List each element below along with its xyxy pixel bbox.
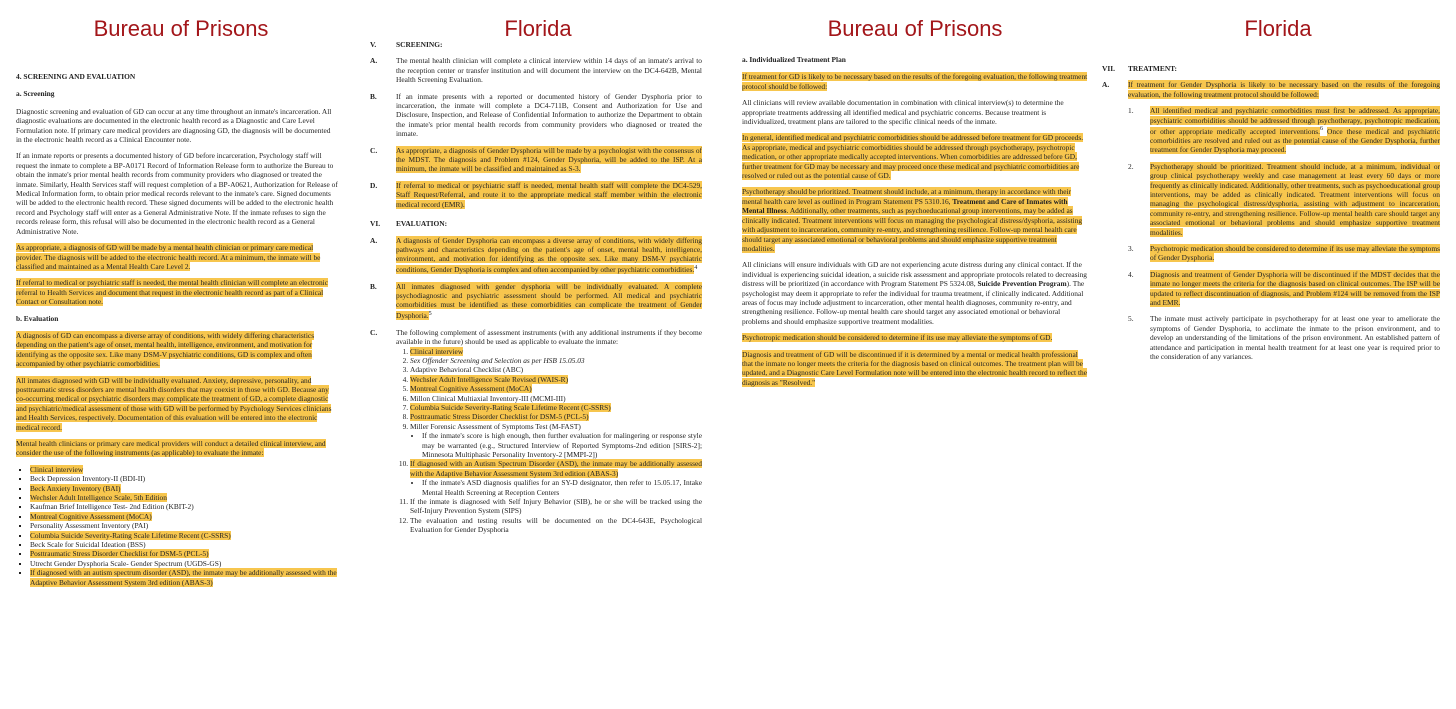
treatment-list	[1102, 106, 1440, 361]
subsection-heading: a. Screening	[16, 89, 55, 99]
clause-highlighted: B. All inmates diagnosed with gender dysphoria will be individually evaluated. A complete psychodiagnostic and psychiatric assessment should be performed. All medical and psychiatric comorbidities must be identified as these comorbidities can complicate the treatment of Gender Dysphoria.$^5$	[370, 281, 702, 321]
paragraph: Diagnostic screening and evaluation of GD can occur at any time throughout an inmate's incarceration. All diagnostic evaluations are documented in the electronic health record as a Diagnostic and Care Level Formulation note. If primary care medical providers are diagnosing GD, the diagnosis will be documented in the electronic health record as a Clinical Encounter note.	[16, 106, 332, 145]
bop-screening-panel	[0, 0, 362, 709]
column-title: Florida	[1244, 16, 1312, 41]
list-item: 12. The evaluation and testing results will be documented on the DC4-643E, Psychological Evaluation for Gender Dysphoria	[410, 516, 702, 535]
paragraph-highlighted: If referral to medical or psychiatric staff is needed, the mental health clinician will complete an electronic referral to Health Services and document that request in the electronic health record as part of a Clinical Contact or Consultation note.	[16, 278, 328, 307]
list-item: 1. Clinical interview	[410, 347, 702, 356]
list-item: ▪ Clinical interview	[30, 465, 338, 474]
clause-highlighted: C. As appropriate, a diagnosis of Gender Dysphoria will be made by a psychologist with the consensus of the MDST. The diagnosis and Problem #124, Gender Dysphoria, will be added to the ISP. At a minimum, the inmate will be classified and maintained as S-3.	[370, 145, 702, 174]
paragraph-highlighted: Mental health clinicians or primary care medical providers will conduct a detailed clinical interview, and consider the use of the following instruments (as applicable) to evaluate the inmate:	[16, 439, 326, 458]
section-heading: 4. SCREENING AND EVALUATION	[16, 72, 136, 81]
list-item: 8. Posttraumatic Stress Disorder Checklist for DSM-5 (PCL-5)	[410, 412, 702, 421]
subsection-heading: a. Individualized Treatment Plan	[742, 55, 846, 64]
instrument-list	[396, 347, 702, 535]
list-item: 9. Miller Forensic Assessment of Symptoms Test (M-FAST) • If the inmate's score is high enough, then further evaluation for malingering or response style may be warranted (e.g., Structured Interview of Reported Symptoms-2nd edition [SIRS-2]; Minnesota Multiphasic Personality Inventory-2 [MMPI-2])	[410, 422, 702, 460]
column-title: Florida	[504, 16, 572, 41]
list-item: ▪ Kaufman Brief Intelligence Test- 2nd Edition (KBIT-2)	[30, 502, 338, 511]
list-item: 2. Psychotherapy should be prioritized. Treatment should include, at a minimum, individual or group clinical psychotherapy weekly and case management at least every 60 days or more frequently as clinically indicated. Additionally, other treatments, such as psychoeducational group interventions, may be added as clinically indicated. Treatment interventions will focus on managing the psychological distress/dysphoria, assisting with adjustment to incarceration, community re-entry, and strengthening resilience. Follow-up mental health care should target any associated emotional or behavioral problems and should emphasize supportive treatment modalities.	[1128, 161, 1440, 237]
list-item: ▪ Beck Depression Inventory-II (BDI-II)	[30, 474, 338, 483]
section-heading: VI. EVALUATION:	[370, 219, 448, 229]
paragraph-highlighted: As appropriate, a diagnosis of GD will be made by a mental health clinician or primary care medical provider. The diagnosis will be added to the electronic health record. At a minimum, the inmate will be classified and maintained as a Mental Health Care Level 2.	[16, 243, 321, 271]
column-title: Bureau of Prisons	[93, 16, 269, 41]
clause-highlighted: A. If treatment for Gender Dysphoria is likely to be necessary based on the results of the foregoing evaluation, the following treatment protocol should be followed:	[1102, 80, 1440, 99]
list-item: 4. Wechsler Adult Intelligence Scale Revised (WAIS-R)	[410, 375, 702, 384]
list-item: 10. If diagnosed with an Autism Spectrum Disorder (ASD), the inmate may be additionally assessed with the Adaptive Behavior Assessment System 3rd edition (ABAS-3) • If the inmate's ASD diagnosis qualifies for an SY-D designator, then refer to 15.05.17, Intake Mental Health Screening at Reception Centers	[410, 459, 702, 497]
list-item: 3. Adaptive Behavioral Checklist (ABC)	[410, 365, 702, 374]
list-item: ▪ Wechsler Adult Intelligence Scale, 5th Edition	[30, 493, 338, 502]
paragraph: If an inmate reports or presents a documented history of GD before incarceration, Psychology staff will request the inmate to complete a BP-A0171 Record of Information Release form to authorize the Bureau to obtain the inmate's prior mental health records from community providers who diagnosed or treated the inmate. Similarly, Health Services staff will request completion of a BP-A0621, Authorization for Release of Medical Information form, to obtain prior medical records relevant to the inmate's care. Signed documents will be added to the electronic health record. These signed documents will be added to the electronic health record and Psychology staff will enter as a General Administrative Note. If the inmate refuses to sign the records release form, this refusal will also be documented in the electronic health record as a General Administrative Note.	[16, 151, 338, 236]
list-item: 1. All identified medical and psychiatric comorbidities must first be addressed. As appropriate, psychiatric comorbidities should be addressed through psychotherapy, psychotropic medication, or other appropriate medically accepted interventions.$^6$ Once these medical and psychiatric comorbidities are resolved and ruled out as the potential cause of the Gender Dysphoria, further treatment for Gender Dysphoria may proceed.	[1128, 106, 1441, 155]
list-item: ▪ Montreal Cognitive Assessment (MoCA)	[30, 512, 338, 521]
fl-screening-panel	[362, 0, 714, 709]
instrument-list	[16, 465, 338, 587]
clause: A. The mental health clinician will complete a clinical interview within 14 days of an inmate's arrival to the reception center or transfer institution and will document the interview on the DC4-642B, Mental Health Screening Evaluation.	[370, 56, 702, 85]
paragraph-highlighted: In general, identified medical and psychiatric comorbidities should be addressed before treatment for GD proceeds. As appropriate, medical and psychiatric comorbidities should be addressed through psychotherapy, psychotropic medication, or other appropriate medically accepted interventions. When comorbidities are addressed before GD, further treatment for GD may be necessary and may proceed once these medical and psychiatric comorbidities are resolved or ruled out as the potential cause of GD.	[742, 133, 1084, 181]
section-heading: VII. TREATMENT:	[1102, 64, 1177, 73]
list-item: 6. Millon Clinical Multiaxial Inventory-III (MCMI-III)	[410, 394, 702, 403]
sub-bullet: • If the inmate's ASD diagnosis qualifies for an SY-D designator, then refer to 15.05.17, Intake Mental Health Screening at Reception Centers	[422, 478, 702, 497]
clause-highlighted: A. A diagnosis of Gender Dysphoria can encompass a diverse array of conditions, with widely differing pathways and characteristics depending on the patient's age of onset, mental health, intelligence, environment, and motivation for identifying as the opposite sex. Like many DSM-V psychiatric conditions, Gender Dysphoria is complex and often accompanied by other psychiatric comorbidities.$^4$	[370, 235, 702, 275]
list-item: ▪ If diagnosed with an autism spectrum disorder (ASD), the inmate may be additionally assessed with the Adaptive Behavior Assessment System 3rd edition (ABAS-3)	[30, 568, 338, 587]
list-item: 11. If the inmate is diagnosed with Self Injury Behavior (SIB), he or she will be tracked using the Self-Injury Prevention System (SIPS)	[410, 497, 702, 516]
paragraph-highlighted: Diagnosis and treatment of GD will be discontinued if it is determined by a mental or medical health professional that the inmate no longer meets the criteria for the diagnosis based on clinical outcomes. The treatment plan will be updated, and a Diagnostic Care Level Formulation note will be entered into the electronic health record to reflect the diagnosis as "Resolved."	[742, 349, 1087, 387]
paragraph-highlighted: Psychotropic medication should be considered to determine if its use may alleviate the symptoms of GD.	[742, 333, 1053, 343]
paragraph-highlighted: Psychotherapy should be prioritized. Treatment should include, at a minimum, therapy in accordance with their mental health care level as outlined in Program Statement PS 5310.16, Treatment and Care of Inmates with Mental Illness. Additionally, other treatments, such as psychoeducational group interventions, may be added as clinically indicated. Treatment interventions will focus on managing the psychological distress/dysphoria, assisting with adjustment to incarceration, community re-entry, and strengthening resilience. Follow-up mental health care should target any associated emotional or behavioral problems and should emphasize supportive treatment modalities.	[742, 187, 1083, 253]
paragraph-highlighted: A diagnosis of GD can encompass a diverse array of conditions, with widely differing characteristics depending on the patient's age of onset, mental health, intelligence, environment, and motivation for identifying as the opposite sex. Like many DSM-V psychiatric conditions, GD is complex and often accompanied by other psychiatric comorbidities.	[16, 330, 315, 369]
clause: C. The following complement of assessment instruments (with any additional instruments if they become available in the future) should be used as applicable to evaluate the inmate: 1. Clinical interview 2. Sex Offender Screening and Selection as per HSB 15.05.03 3. Adaptive Behavioral Checklist (ABC) 4. Wechsler Adult Intelligence Scale Revised (WAIS-R) 5. Montreal Cognitive Assessment (MoCA) 6. Millon Clinical Multiaxial Inventory-III (MCMI-III) 7. Columbia Suicide Severity-Rating Scale Lifetime Recent (C-SSRS) 8. Posttraumatic Stress Disorder Checklist for DSM-5 (PCL-5) 9. Miller Forensic Assessment of Symptoms Test (M-FAST) • If the inmate's score is high enough, then further evaluation for malingering or response style may be warranted (e.g., Structured Interview of Reported Symptoms-2nd edition [SIRS-2]; Minnesota Multiphasic Personality Inventory-2 [MMPI-2]) 10. If diagnosed with an Autism Spectrum Disorder (ASD), the inmate may be additionally assessed with the Adaptive Behavior Assessment System 3rd edition (ABAS-3) • If the inmate's ASD diagnosis qualifies for an SY-D designator, then refer to 15.05.17, Intake Mental Health Screening at Reception Centers 11. If the inmate is diagnosed with Self Injury Behavior (SIB), he or she will be tracked using the Self-Injury Prevention System (SIPS) 12. The evaluation and testing results will be documented on the DC4-643E, Psychological Evaluation for Gender Dysphoria	[370, 328, 702, 539]
paragraph: All clinicians will review available documentation in combination with clinical interview(s) to determine the appropriate treatments addressing all identified medical and psychiatric concerns. Because treatment is individualized, treatment plans are tailored to the specific clinical needs of the inmate.	[742, 98, 1064, 127]
list-item: 3. Psychotropic medication should be considered to determine if its use may alleviate the symptoms of Gender Dysphoria.	[1128, 243, 1440, 263]
list-item: ▪ Personality Assessment Inventory (PAI)	[30, 521, 338, 530]
column-title: Bureau of Prisons	[827, 16, 1003, 41]
paragraph-highlighted: All inmates diagnosed with GD will be individually evaluated. Anxiety, depressive, personality, and posttraumatic stress disorders are mental health disorders that may coexist in those with GD. Because any co-occurring medical or psychiatric disorders may complicate the treatment of GD, a complete diagnostic and psychiatric/medical assessment of those with GD will be performed by Psychology Services clinicians and Health Services, respectively. Documentation of this evaluation will be entered into the electronic medical record.	[16, 375, 332, 432]
list-item: ▪ Beck Scale for Suicidal Ideation (BSS)	[30, 540, 338, 549]
list-item: 4. Diagnosis and treatment of Gender Dysphoria will be discontinued if the MDST decides that the inmate no longer meets the criteria for the diagnosis based on clinical outcomes. The ISP will be updated to reflect discontinuation of diagnosis, and Problem #124 will be removed from the ISP and EMR.	[1128, 269, 1440, 307]
paragraph: All clinicians will ensure individuals with GD are not experiencing acute distress during any clinical contact. If the individual is experiencing suicidal ideation, a suicide risk assessment and appropriate protocols related to decreasing distress will be prioritized (in accordance with Program Statement PS 5324.08, Suicide Prevention Program). The psychologist may deem it appropriate to refer the individual for trauma treatment, if clinically indicated. Additional areas of focus may include adjustment to incarceration, other mental health diagnoses, community re-entry, and strengthening resilience. Follow-up mental health care should target any associated emotional or behavioral problems and should emphasize supportive treatment modalities.	[742, 260, 1087, 326]
sub-bullet: • If the inmate's score is high enough, then further evaluation for malingering or response style may be warranted (e.g., Structured Interview of Reported Symptoms-2nd edition [SIRS-2]; Minnesota Multiphasic Personality Inventory-2 [MMPI-2])	[422, 431, 702, 459]
list-item: ▪ Posttraumatic Stress Disorder Checklist for DSM-5 (PCL-5)	[30, 549, 338, 558]
paragraph-highlighted: If treatment for GD is likely to be necessary based on the results of the foregoing evaluation, the following treatment protocol should be followed:	[742, 72, 1088, 91]
bop-treatment-panel	[730, 0, 1100, 709]
list-item: ▪ Columbia Suicide Severity-Rating Scale Lifetime Recent (C-SSRS)	[30, 531, 338, 540]
list-item: 5. Montreal Cognitive Assessment (MoCA)	[410, 384, 702, 393]
list-item: 7. Columbia Suicide Severity-Rating Scale Lifetime Recent (C-SSRS)	[410, 403, 702, 412]
list-item: ▪ Utrecht Gender Dysphoria Scale- Gender Spectrum (UGDS-GS)	[30, 559, 338, 568]
fl-treatment-panel	[1100, 0, 1456, 709]
section-heading: V. SCREENING:	[370, 40, 443, 49]
list-item: 2. Sex Offender Screening and Selection as per HSB 15.05.03	[410, 356, 702, 365]
subsection-heading: b. Evaluation	[16, 313, 59, 323]
clause: B. If an inmate presents with a reported or documented history of Gender Dysphoria prior to incarceration, the inmate will complete a DC4-711B, Consent and Authorization for Use and Disclosure, Inspection, and Release of Confidential Information to authorize the Department to obtain the inmate's prior mental health records from community providers who diagnosed or treated the inmate.	[370, 91, 702, 139]
clause-highlighted: D. If referral to medical or psychiatric staff is needed, mental health staff will complete the DC4-529, Staff Request/Referral, and route it to the appropriate medical staff member within the electronic medical record (EMR).	[370, 180, 702, 209]
list-item: 5. The inmate must actively participate in psychotherapy for at least one year to ameliorate the symptoms of Gender Dysphoria, to acclimate the inmate to the prison environment, and to develop an understanding of the limitations of the prison environment. An established pattern of attendance and participation in mental health treatment for at least one year is required prior to the consideration of any variances.	[1128, 314, 1440, 362]
list-item: ▪ Beck Anxiety Inventory (BAI)	[30, 484, 338, 493]
